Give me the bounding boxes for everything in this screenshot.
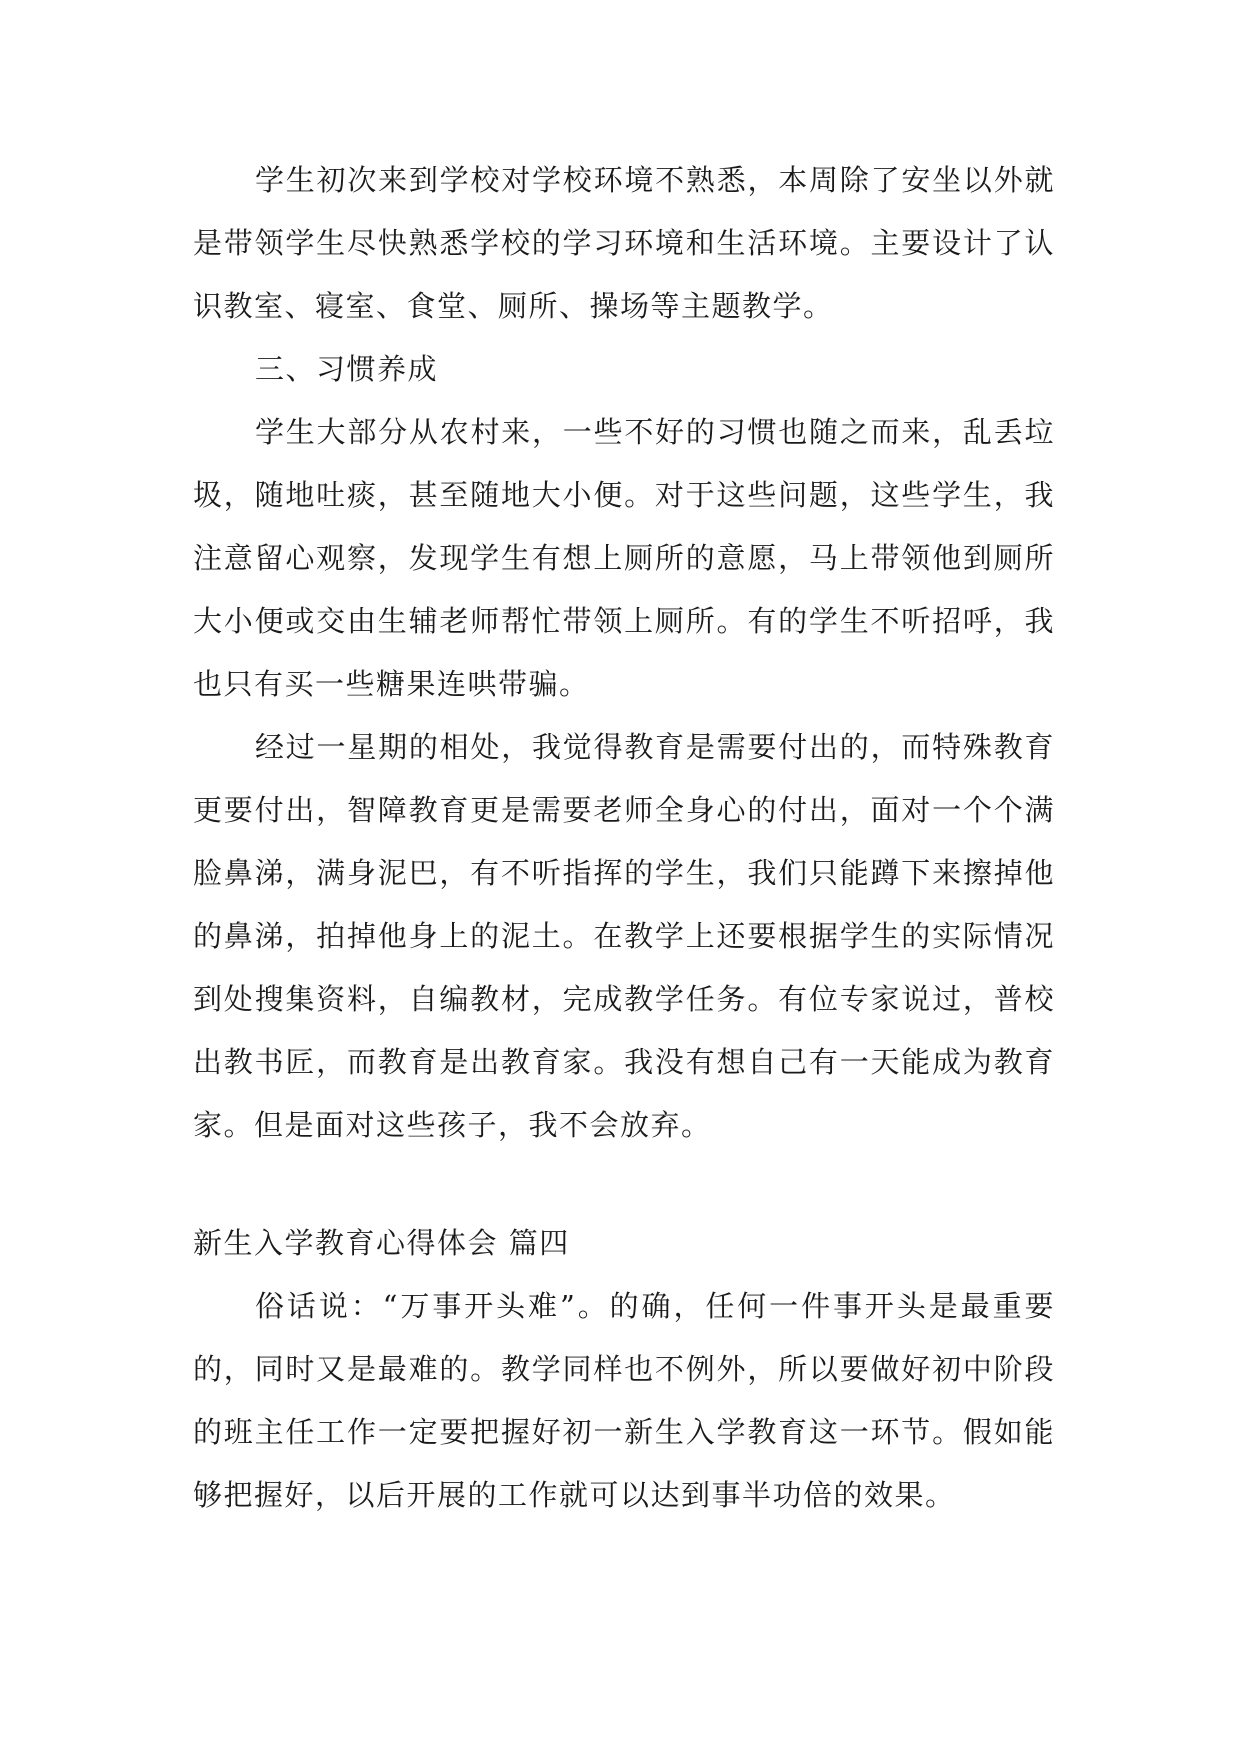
paragraph-environment: 学生初次来到学校对学校环境不熟悉，本周除了安坐以外就是带领学生尽快熟悉学校的学习环境和生活环境。主要设计了认识教室、寝室、食堂、厕所、操场等主题教学。 [193,163,1055,323]
paragraph-habits: 学生大部分从农村来，一些不好的习惯也随之而来，乱丢垃圾，随地吐痰，甚至随地大小便。对于这些问题，这些学生，我注意留心观察，发现学生有想上厕所的意愿，马上带领他到厕所大小便或交由生辅老师帮忙带领上厕所。有的学生不听招呼，我也只有买一些糖果连哄带骗。 [193,415,1055,701]
heading-habit-formation: 三、习惯养成 [255,352,439,386]
document-body [193,149,1055,1527]
paragraph-reflection: 经过一星期的相处，我觉得教育是需要付出的，而特殊教育更要付出，智障教育更是需要老师全身心的付出，面对一个个满脸鼻涕，满身泥巴，有不听指挥的学生，我们只能蹲下来擦掉他的鼻涕，拍掉他身上的泥土。在教学上还要根据学生的实际情况到处搜集资料，自编教材，完成教学任务。有位专家说过，普校出教书匠，而教育是出教育家。我没有想自己有一天能成为教育家。但是面对这些孩子，我不会放弃。 [193,730,1055,1142]
paragraph-beginning: 俗话说：“万事开头难”。的确，任何一件事开头是最重要的，同时又是最难的。教学同样也不例外，所以要做好初中阶段的班主任工作一定要把握好初一新生入学教育这一环节。假如能够把握好，以后开展的工作就可以达到事半功倍的效果。 [193,1289,1055,1512]
section-title-part-four: 新生入学教育心得体会 篇四 [193,1226,570,1260]
